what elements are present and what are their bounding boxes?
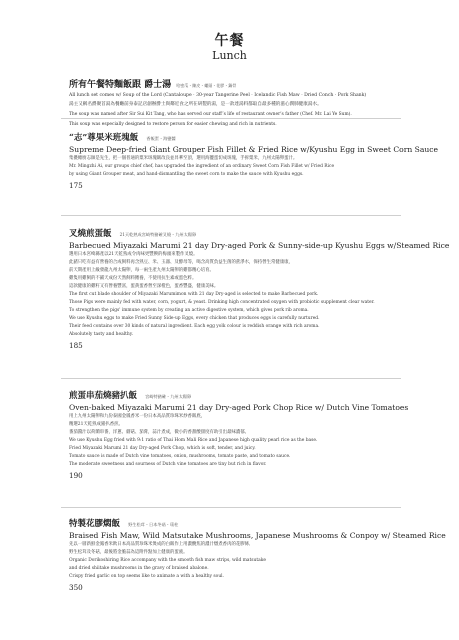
- dish-description-line: 這款健康的雞籽又有營養豐富，蛋黃蛋香營至深橙色，蛋香豐盛，健康美味。: [69, 284, 219, 289]
- dish-subtitle: 21天乾熟成宮崎特豬確叉燒・九州太陽卵: [119, 232, 197, 237]
- dish-name-chinese: 煎蛋串茄燒豬扒飯: [69, 391, 138, 401]
- dish-description-line: To strengthen the pigs' immune system by creating an active digestive system, which gives pork rib aroma.: [69, 308, 309, 313]
- dish-name-chinese: 叉燒煎蛋飯: [69, 229, 112, 239]
- dish-name-chinese: “志”尊果米班塊飯: [69, 133, 139, 143]
- dish-name-english: Barbecued Miyazaki Marumi 21 day Dry-aged Pork & Sunny-side-up Kyushu Eggs w/Steamed Rice: [69, 241, 450, 250]
- dish-name-english: Oven-baked Miyazaki Marumi 21 day Dry-aged Pork Chop Rice w/ Dutch Vine Tomatoes: [69, 403, 409, 412]
- dish-description-line: Crispy fried garlic on top seems like to animate a with a healthy soul.: [69, 574, 224, 579]
- dish-description-line: Tomato sauce is made of Dutch vine tomatoes, onion, mushrooms, tomato paste, and tomato sauce.: [69, 454, 291, 459]
- dish-description-line: The first cut blade shoulder of Miyazaki Marumimon with 21 day Dry-aged is selected to make Barbecued pork.: [69, 292, 319, 297]
- dish-description-line: Fried Miyazaki Marumi 21 day Dry-aged Pork Chop, which is soft, tender, and juicy.: [69, 446, 256, 451]
- intro-title-chinese: 所有午餐特麵飯跟 爵士湯: [69, 80, 172, 90]
- dish-description-line: We use Kyushu Egg fried with 9:1 ratio of Thai Hom Mali Rice and Japanese high quality pearl rice as the base.: [69, 438, 318, 443]
- dish-description-line: 選用日本宮崎縣產以21天乾熟成令肉味更豐腴的梅頭來製作叉燒。: [69, 252, 198, 257]
- page-title-chinese: 午餐: [214, 33, 245, 49]
- dish-description-line: Absolutely tasty and healthy.: [69, 332, 134, 337]
- menu-item: [69, 129, 439, 191]
- dish-name-english: Supreme Deep-fried Giant Grouper Fish Fillet & Fried Rice w/Kyushu Egg in Sweet Corn Sauce: [69, 145, 439, 154]
- dish-description-line: 前天期產用上級發龍九州太陽卵，每一兩生產九州太陽卵的雞都精心培育。: [69, 268, 214, 273]
- dish-description-line: Those Pigs were mainly fed with water, corn, yogurt, & yeast. Drinking high concentrated oxygen with probiotic supplement clear water.: [69, 300, 375, 305]
- section-divider: [61, 378, 401, 379]
- intro-title-subtitle: 哈密瓜・陳皮・螺頭・花膠・鍋骨: [176, 83, 237, 88]
- dish-description-line: 集優總廚志師是先生，把一個普通的粟米斑塊飯改良並昇華至頂，選用海鹽蛋切成斑塊，手拆粟米，九州太陽卵蛋汁。: [69, 156, 298, 161]
- dish-price: 185: [69, 341, 83, 350]
- dish-subtitle: 香飯蛋・海鹽醬: [146, 136, 176, 141]
- dish-description-line: 野生松茸及冬菇，最後將金脆蒜為這附件點加上健康的蛋液。: [69, 550, 188, 555]
- dish-description-line: 用上九州太陽卵和九份泰國金鳳香米一份日本高品質珍珠米炒香飯底，: [69, 414, 206, 419]
- dish-description-line: 精選21天乾熟成豬扒香煎。: [69, 422, 123, 427]
- dish-description-line: Mr. Mingzhi Ai, our groups chief chef, has upgraded the ingredient of an ordinary Sweet Corn Fish Fillet w/ Fried Rice: [69, 164, 335, 169]
- dish-price: 175: [69, 181, 83, 190]
- dish-name-chinese: 特製花膠燜飯: [69, 519, 121, 529]
- dish-description-line: Their feed contains over 30 kinds of natural ingredient. Each egg yolk colour is reddish orange with rich aroma.: [69, 324, 320, 329]
- dish-description-line: 此豬只吃有益有營養的合成飼料再含熟豆、米、玉器、及酵母等，喝含高質負益生菌的蔗淨水，保持營生常健康康，: [69, 260, 293, 265]
- section-divider: [61, 118, 401, 119]
- soup-intro: [69, 75, 399, 128]
- menu-item: [69, 225, 450, 351]
- menu-item: [69, 387, 409, 481]
- menu-item: [69, 515, 446, 593]
- dish-description-line: 先以一層新鮮金鳳香米飲日本高品質珍珠米煲成的白飯作上用濃醃焦的濃汁燉煮香肉的花膠條,: [69, 542, 251, 547]
- page-title-english: Lunch: [212, 49, 247, 62]
- dish-description-line: by using Giant Grouper meat, and hand-dismantling the sweet corn to make the sauce with Kyushu eggs.: [69, 172, 304, 177]
- dish-subtitle: 宮崎特豬確・九州太陽卵: [145, 394, 192, 399]
- dish-description-line: Organic Dorikoshiring Rice accompany with the smooth fish maw strips, wild matsutake: [69, 558, 267, 563]
- dish-price: 350: [69, 583, 83, 592]
- dish-price: 190: [69, 471, 83, 480]
- intro-description-chinese: 湯主又稱名爵聚首湯為餐廳前身泰記店創辦爵士與鄰近食之所在研製的湯，是一款達湯料都取自最多種的滋心潤肺健康湯水。: [69, 102, 322, 107]
- dish-name-english: Braised Fish Maw, Wild Matsutake Mushrooms, Japanese Mushrooms & Conpoy w/ Steamed Rice: [69, 531, 446, 540]
- dish-description-line: The moderate sweetness and sourness of Dutch vine tomatoes are tiny but rich in flavor.: [69, 462, 267, 467]
- section-divider: [61, 215, 401, 216]
- intro-title-line: [69, 75, 399, 92]
- intro-note-english: This soup was especially designed to restore person for easier chewing and rich in nutrients.: [69, 122, 277, 127]
- dish-title-line: [69, 515, 399, 531]
- dish-subtitle: 野生松茸・日本冬菇・瑤柱: [128, 522, 179, 527]
- intro-title-english: All lunch set comes w/ Soup of the Lord (Cantaloupe · 30-year Tangerine Peel · Icelandic Fish Maw · Dried Conch · Pork Shank): [69, 93, 367, 98]
- section-divider: [61, 507, 401, 508]
- dish-description-line: We use Kyushu eggs to make Fried Sunny Side-up Eggs, every chicken that produces eggs is carefully nurtured.: [69, 316, 320, 321]
- dish-description-line: and dried shiitake mushrooms in the gravy of braised abalone.: [69, 566, 209, 571]
- dish-description-line: 雞隻用雞飼的不鋪天成份天然飼料餵養，不使用抗生素或蛋色粹。: [69, 276, 197, 281]
- dish-title-line: [69, 387, 399, 403]
- intro-description-english: The soup was named after Sir Sui Kit Tang, who has served our staff’s life of restaurant owner’s father (Chef. Mr. Lai Ye Sum).: [69, 112, 352, 117]
- dish-title-line: [69, 225, 399, 241]
- dish-title-line: [69, 129, 399, 145]
- dish-description-line: 番茄醬汁以荷蘭串番，洋蔥、蘑菇、茄膏，蒜汁煮成，微小的香甜酸甜度有助引出最味濃郁。: [69, 430, 250, 435]
